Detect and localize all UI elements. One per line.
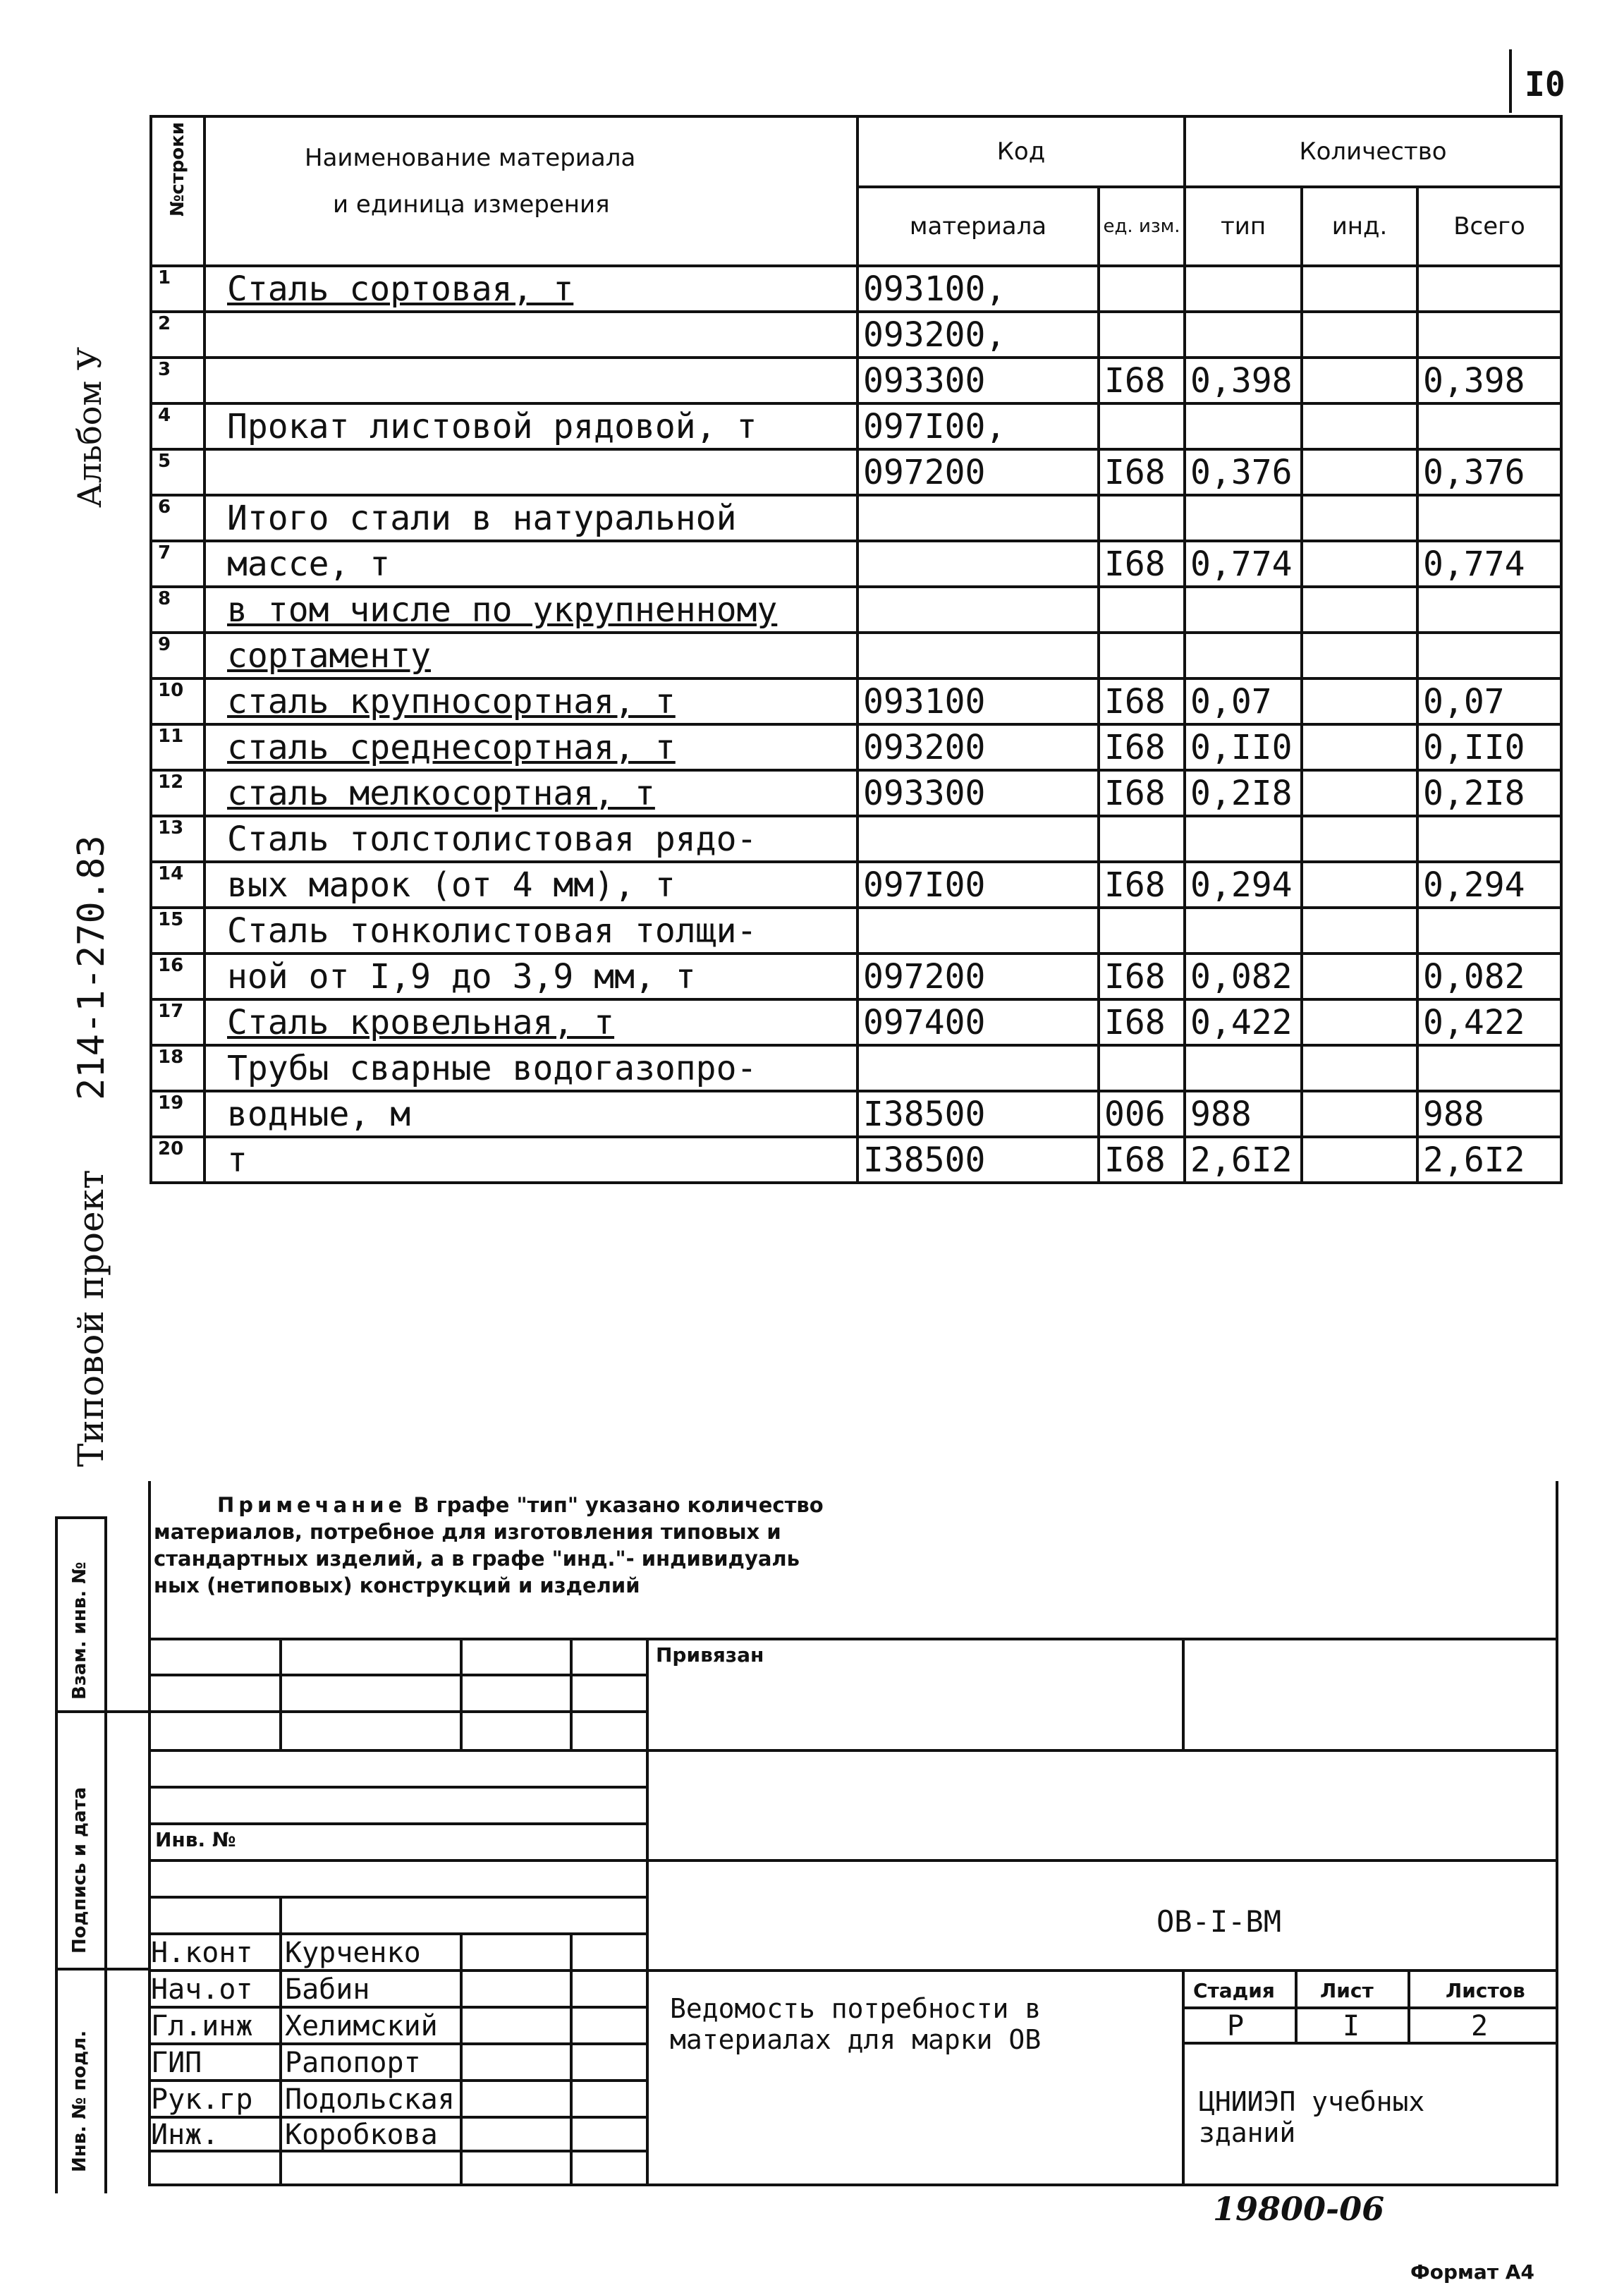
qty-total: [1417, 403, 1561, 449]
unit-code: I68: [1099, 862, 1185, 908]
tb-line: [148, 1786, 649, 1789]
tb-line: [148, 1932, 649, 1935]
tb-vline: [1182, 1969, 1185, 2184]
material-code: 097200: [857, 449, 1099, 495]
qty-type: [1185, 403, 1302, 449]
sig-name-2: Хелимский: [285, 2010, 438, 2042]
sig-name-1: Бабин: [285, 1973, 370, 2006]
material-name: Сталь тонколистовая толщи-: [204, 908, 857, 954]
row-number: 1: [151, 266, 204, 312]
stamp-label-inv: Инв. № подл.: [69, 2030, 90, 2172]
name-header-line2: и единица измерения: [333, 190, 610, 219]
qty-type-header: тип: [1185, 187, 1302, 266]
table-row: [151, 266, 1561, 312]
material-name: сталь крупносортная, т: [204, 678, 857, 724]
privyazan-label: Привязан: [656, 1643, 764, 1667]
organization: ЦНИИЭП учебных зданий: [1199, 2086, 1425, 2148]
tb-line: [148, 2042, 649, 2045]
material-code: 097400: [857, 999, 1099, 1045]
row-number: 9: [151, 633, 204, 678]
table-row: [151, 1137, 1561, 1183]
row-number: 3: [151, 358, 204, 403]
row-number: 14: [151, 862, 204, 908]
row-number: 20: [151, 1137, 204, 1183]
note: [154, 1492, 929, 1599]
table-row: [151, 312, 1561, 358]
material-code: 093100,: [857, 266, 1099, 312]
tb-vline: [460, 1932, 463, 2184]
table-row: [151, 999, 1561, 1045]
qty-ind: [1302, 816, 1417, 862]
tb-vline: [646, 1638, 649, 2184]
stamp-line: [55, 1710, 149, 1713]
material-code: I38500: [857, 1091, 1099, 1137]
tb-line: [148, 1749, 1558, 1752]
material-code: [857, 541, 1099, 587]
table-row: [151, 770, 1561, 816]
material-name: т: [204, 1137, 857, 1183]
material-name: водные, м: [204, 1091, 857, 1137]
tb-vline: [279, 1896, 282, 2184]
sig-role-2: Гл.инж: [151, 2010, 253, 2042]
qty-ind: [1302, 999, 1417, 1045]
tb-vline: [279, 1638, 282, 1749]
sheet-number: I0: [1525, 65, 1565, 104]
qty-ind: [1302, 1137, 1417, 1183]
table-row: [151, 862, 1561, 908]
qty-ind: [1302, 770, 1417, 816]
unit-code: I68: [1099, 541, 1185, 587]
sig-name-5: Коробкова: [285, 2119, 438, 2151]
table-row: [151, 954, 1561, 999]
sheets-value: 2: [1471, 2010, 1489, 2042]
tb-line: [1185, 2006, 1558, 2009]
qty-ind: [1302, 587, 1417, 633]
table-row: [151, 633, 1561, 678]
qty-total: 2,6I2: [1417, 1137, 1561, 1183]
qty-ind: [1302, 724, 1417, 770]
qty-total: 0,082: [1417, 954, 1561, 999]
sig-role-3: ГИП: [151, 2047, 202, 2079]
table-row: [151, 449, 1561, 495]
qty-ind: [1302, 495, 1417, 541]
sheet-value: I: [1343, 2010, 1360, 2042]
name-header: [204, 116, 857, 266]
document-title: Ведомость потребности в материалах для марки ОВ: [670, 1993, 1042, 2055]
unit-code: I68: [1099, 358, 1185, 403]
row-number: 7: [151, 541, 204, 587]
qty-type: 0,774: [1185, 541, 1302, 587]
row-number: 6: [151, 495, 204, 541]
unit-code: 006: [1099, 1091, 1185, 1137]
unit-code: [1099, 312, 1185, 358]
sig-role-1: Нач.от: [151, 1973, 253, 2006]
material-name: Прокат листовой рядовой, т: [204, 403, 857, 449]
material-code: 097200: [857, 954, 1099, 999]
designation: ОВ-I-ВМ: [1156, 1904, 1282, 1939]
unit-code: I68: [1099, 678, 1185, 724]
qty-total: 0,398: [1417, 358, 1561, 403]
unit-code: [1099, 266, 1185, 312]
stage-value: Р: [1227, 2010, 1245, 2042]
material-code: [857, 816, 1099, 862]
code-header: Код: [857, 116, 1185, 187]
material-name: сталь среднесортная, т: [204, 724, 857, 770]
material-name: массе, т: [204, 541, 857, 587]
unit-code: I68: [1099, 770, 1185, 816]
row-number: 16: [151, 954, 204, 999]
qty-ind: [1302, 908, 1417, 954]
qty-total: 0,294: [1417, 862, 1561, 908]
qty-type: [1185, 587, 1302, 633]
material-name: Сталь кровельная, т: [204, 999, 857, 1045]
project-number: 214-1-270.83: [71, 835, 113, 1100]
qty-total: [1417, 312, 1561, 358]
tb-vline: [1295, 1969, 1298, 2043]
tb-line: [148, 1822, 649, 1825]
qty-type: [1185, 1045, 1302, 1091]
material-code: [857, 1045, 1099, 1091]
material-name: вых марок (от 4 мм), т: [204, 862, 857, 908]
archive-number: 19800-06: [1213, 2190, 1385, 2228]
stamp-strip-right: [104, 1516, 107, 2193]
unit-code: [1099, 908, 1185, 954]
row-number: 12: [151, 770, 204, 816]
row-number: 10: [151, 678, 204, 724]
material-code: 097I00: [857, 862, 1099, 908]
qty-ind-header: инд.: [1302, 187, 1417, 266]
row-number: 11: [151, 724, 204, 770]
row-number-header: №строки: [151, 116, 204, 266]
qty-type: 0,294: [1185, 862, 1302, 908]
qty-total: [1417, 908, 1561, 954]
qty-type: 988: [1185, 1091, 1302, 1137]
code-material-header: материала: [857, 187, 1099, 266]
material-code: 093300: [857, 358, 1099, 403]
qty-total: 0,07: [1417, 678, 1561, 724]
tb-line: [148, 1674, 649, 1676]
unit-code: [1099, 816, 1185, 862]
table-row: [151, 358, 1561, 403]
sheet-label: Лист: [1320, 1979, 1374, 2002]
material-name: Итого стали в натуральной: [204, 495, 857, 541]
qty-type: [1185, 495, 1302, 541]
note-line4: ных (нетиповых) конструкций и изделий: [154, 1573, 640, 1597]
sig-role-4: Рук.гр: [151, 2083, 253, 2116]
unit-code: I68: [1099, 999, 1185, 1045]
qty-type: 0,2I8: [1185, 770, 1302, 816]
unit-code: I68: [1099, 1137, 1185, 1183]
row-number: 8: [151, 587, 204, 633]
tb-line: [148, 1896, 649, 1899]
sheets-label: Листов: [1446, 1979, 1525, 2002]
row-number: 4: [151, 403, 204, 449]
qty-ind: [1302, 954, 1417, 999]
name-header-line1: Наименование материала: [305, 144, 636, 172]
material-name: сортаменту: [204, 633, 857, 678]
qty-type: 0,II0: [1185, 724, 1302, 770]
material-code: [857, 908, 1099, 954]
qty-total: 0,376: [1417, 449, 1561, 495]
note-line2: материалов, потребное для изготовления типовых и: [154, 1520, 781, 1544]
stamp-label-vzam: Взам. инв. №: [69, 1561, 90, 1700]
stamp-label-signature: Подпись и дата: [69, 1786, 90, 1954]
table-row: [151, 1045, 1561, 1091]
qty-ind: [1302, 266, 1417, 312]
tb-line: [148, 2079, 649, 2082]
stamp-strip-left: [55, 1516, 58, 2193]
qty-type: 0,398: [1185, 358, 1302, 403]
unit-code: [1099, 587, 1185, 633]
qty-ind: [1302, 862, 1417, 908]
table-row: [151, 1091, 1561, 1137]
qty-type: [1185, 633, 1302, 678]
unit-code: [1099, 633, 1185, 678]
note-line1: В графе "тип" указано количество: [413, 1493, 824, 1517]
frame-bottom: [148, 2184, 1558, 2186]
material-name: [204, 358, 857, 403]
album-label: Альбом У: [71, 346, 109, 508]
qty-ind: [1302, 358, 1417, 403]
material-name: Сталь толстолистовая рядо-: [204, 816, 857, 862]
qty-type: [1185, 266, 1302, 312]
qty-type: 2,6I2: [1185, 1137, 1302, 1183]
inv-no-label: Инв. №: [155, 1828, 236, 1851]
qty-ind: [1302, 678, 1417, 724]
row-number: 18: [151, 1045, 204, 1091]
qty-total-header: Всего: [1417, 187, 1561, 266]
material-code: 093300: [857, 770, 1099, 816]
code-unit-header: ед. изм.: [1099, 187, 1185, 266]
tb-line: [148, 1638, 1558, 1640]
material-name: ной от I,9 до 3,9 мм, т: [204, 954, 857, 999]
qty-type: 0,422: [1185, 999, 1302, 1045]
qty-ind: [1302, 403, 1417, 449]
tb-vline: [460, 1638, 463, 1749]
project-type-label: Типовой проект: [71, 1169, 111, 1467]
unit-code: [1099, 403, 1185, 449]
qty-total: [1417, 633, 1561, 678]
qty-type: [1185, 816, 1302, 862]
qty-ind: [1302, 633, 1417, 678]
row-number: 17: [151, 999, 204, 1045]
qty-total: [1417, 587, 1561, 633]
table-row: [151, 816, 1561, 862]
material-code: 093200: [857, 724, 1099, 770]
qty-type: [1185, 312, 1302, 358]
sig-role-5: Инж.: [151, 2119, 219, 2151]
material-code: [857, 633, 1099, 678]
sheet-number-divider: [1509, 49, 1512, 113]
material-name: Сталь сортовая, т: [204, 266, 857, 312]
material-code: 093200,: [857, 312, 1099, 358]
qty-total: 988: [1417, 1091, 1561, 1137]
qty-total: 0,422: [1417, 999, 1561, 1045]
row-number: 5: [151, 449, 204, 495]
qty-ind: [1302, 449, 1417, 495]
material-code: 097I00,: [857, 403, 1099, 449]
tb-line: [148, 1710, 649, 1713]
quantity-header: Количество: [1185, 116, 1561, 187]
material-name: [204, 312, 857, 358]
qty-ind: [1302, 1045, 1417, 1091]
tb-vline: [1408, 1969, 1410, 2043]
tb-line: [148, 1859, 1558, 1862]
frame-right: [1556, 1481, 1558, 2186]
qty-total: 0,II0: [1417, 724, 1561, 770]
qty-ind: [1302, 1091, 1417, 1137]
unit-code: I68: [1099, 449, 1185, 495]
sig-name-4: Подольская: [285, 2083, 455, 2116]
material-code: [857, 495, 1099, 541]
qty-total: 0,774: [1417, 541, 1561, 587]
format-label: Формат А4: [1410, 2260, 1534, 2284]
sig-role-0: Н.конт: [151, 1937, 253, 1969]
tb-vline: [570, 1638, 573, 1749]
stage-label: Стадия: [1193, 1979, 1275, 2002]
table-row: [151, 587, 1561, 633]
material-code: I38500: [857, 1137, 1099, 1183]
sig-name-0: Курченко: [285, 1937, 421, 1969]
material-name: Трубы сварные водогазопро-: [204, 1045, 857, 1091]
material-code: [857, 587, 1099, 633]
sig-name-3: Рапопорт: [285, 2047, 421, 2079]
tb-line: [148, 2006, 649, 2009]
row-number: 19: [151, 1091, 204, 1137]
unit-code: [1099, 1045, 1185, 1091]
qty-total: [1417, 1045, 1561, 1091]
qty-type: 0,082: [1185, 954, 1302, 999]
tb-vline: [570, 1932, 573, 2184]
qty-type: 0,07: [1185, 678, 1302, 724]
tb-line: [148, 1969, 1558, 1972]
row-number: 2: [151, 312, 204, 358]
tb-vline: [1182, 1638, 1185, 1749]
qty-total: [1417, 266, 1561, 312]
row-number: 15: [151, 908, 204, 954]
unit-code: [1099, 495, 1185, 541]
materials-table: [149, 115, 1563, 1184]
note-lead: Примечание: [217, 1493, 407, 1517]
qty-ind: [1302, 312, 1417, 358]
stamp-line: [55, 1968, 149, 1971]
table-row: [151, 495, 1561, 541]
table-row: [151, 403, 1561, 449]
qty-total: [1417, 816, 1561, 862]
material-name: сталь мелкосортная, т: [204, 770, 857, 816]
note-line3: стандартных изделий, а в графе "инд."- индивидуаль: [154, 1547, 800, 1571]
unit-code: I68: [1099, 954, 1185, 999]
unit-code: I68: [1099, 724, 1185, 770]
table-row: [151, 724, 1561, 770]
qty-type: [1185, 908, 1302, 954]
material-name: в том числе по укрупненному: [204, 587, 857, 633]
qty-ind: [1302, 541, 1417, 587]
stamp-line: [55, 1516, 107, 1519]
table-row: [151, 541, 1561, 587]
row-number: 13: [151, 816, 204, 862]
table-row: [151, 908, 1561, 954]
table-row: [151, 678, 1561, 724]
material-code: 093100: [857, 678, 1099, 724]
qty-type: 0,376: [1185, 449, 1302, 495]
qty-total: 0,2I8: [1417, 770, 1561, 816]
material-name: [204, 449, 857, 495]
qty-total: [1417, 495, 1561, 541]
